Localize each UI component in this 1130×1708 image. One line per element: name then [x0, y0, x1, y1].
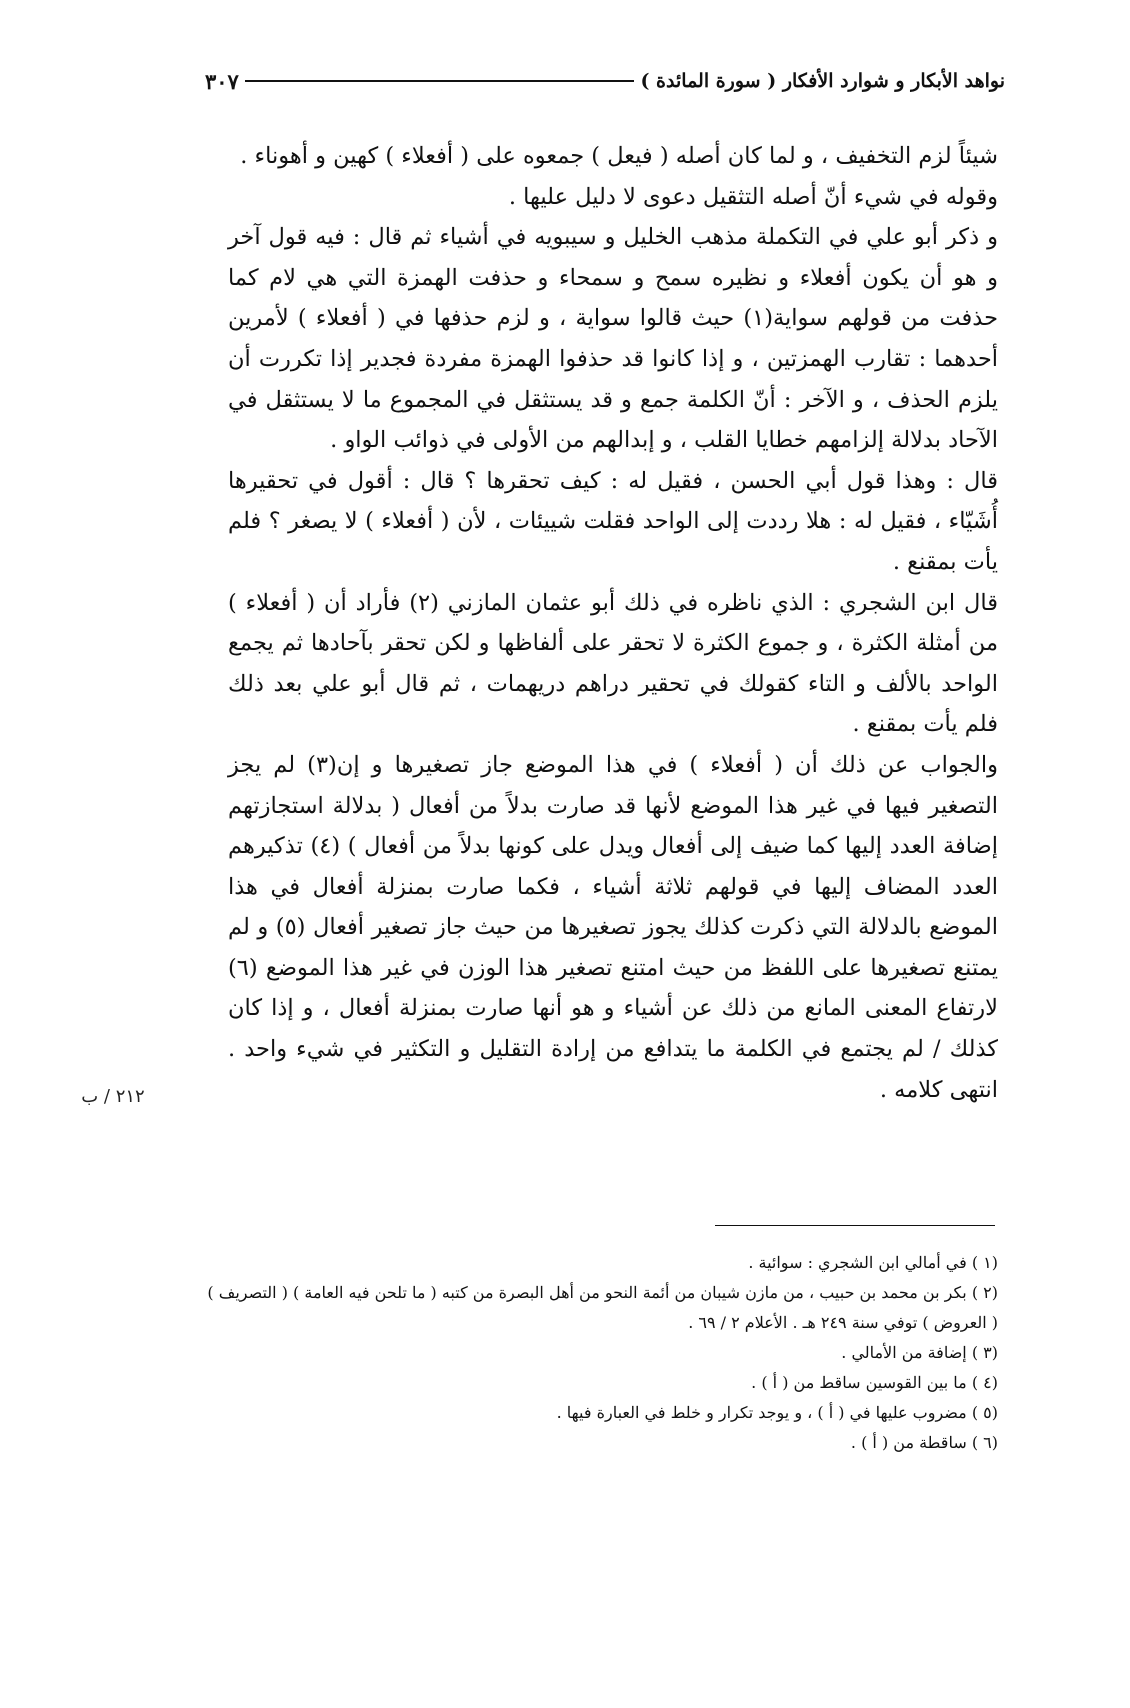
footnote: (٣ ) إضافة من الأمالي .: [841, 1343, 998, 1362]
main-text: [228, 136, 998, 1110]
paragraph: قال ابن الشجري : الذي ناظره في ذلك أبو عثمان المازني (٢) فأراد أن ( أفعلاء ) من أمثلة الكثرة ، و جموع الكثرة لا تحقر على ألفاظها و لكن تحقر بآحادها ثم يجمع الواحد بالألف و التاء كقولك في تحقير دراهم دريهمات ، ثم قال أبو علي بعد ذلك فلم يأت بمقنع .: [228, 589, 999, 738]
paragraph: والجواب عن ذلك أن ( أفعلاء ) في هذا الموضع جاز تصغيرها و إن(٣) لم يجز التصغير فيها في غير هذا الموضع لأنها قد صارت بدلاً من أفعال ( بدلالة استجازتهم إضافة العدد إليها كما ضيف إلى أفعال ويدل على كونها بدلاً من أفعال ) (٤) تذكيرهم العدد المضاف إليها في قولهم ثلاثة أشياء ، فكما صارت بمنزلة أفعال في هذا الموضع بالدلالة التي ذكرت كذلك يجوز تصغيرها من حيث جاز تصغير أفعال (٥) و لم يمتنع تصغيرها على اللفظ من حيث امتنع تصغير هذا الوزن في غير هذا الموضع (٦) لارتفاع المعنى المانع من ذلك عن أشياء و هو أنها صارت بمنزلة أفعال ، و إذا كان كذلك / لم يجتمع في الكلمة ما يتدافع من إرادة التقليل و التكثير في شيء واحد . انتهى كلامه .: [228, 751, 999, 1103]
footnotes: [200, 1248, 998, 1458]
footnote: (٦ ) ساقطة من ( أ ) .: [850, 1433, 998, 1452]
footnote: (٢ ) بكر بن محمد بن حبيب ، من مازن شيبان من أئمة النحو من أهل البصرة من كتبه ( ما تلحن فيه العامة ) ( التصريف ) ( العروض ) توفي سنة ٢٤٩ هـ . الأعلام ٢ / ٦٩ .: [207, 1283, 998, 1332]
header-rule: [245, 80, 635, 82]
paragraph: شيئاً لزم التخفيف ، و لما كان أصله ( فيعل ) جمعوه على ( أفعلاء ) كهين و أهوناء .: [240, 143, 998, 169]
page-header: [205, 64, 1005, 98]
page-number: ٣٠٧: [205, 68, 239, 94]
footnote-separator: [715, 1225, 995, 1226]
manuscript-folio-note: ٢١٢ / ب: [81, 1086, 145, 1107]
footnote: (١ ) في أمالي ابن الشجري : سوائية .: [748, 1253, 998, 1272]
running-title: نواهد الأبكار و شوارد الأفكار ( سورة المائدة ): [640, 70, 1005, 92]
footnote: (٤ ) ما بين القوسين ساقط من ( أ ) .: [751, 1373, 998, 1392]
paragraph: قال : وهذا قول أبي الحسن ، فقيل له : كيف تحقرها ؟ قال : أقول في تحقيرها أُشَيّاء ، فقيل له : هلا رددت إلى الواحد فقلت شييئات ، لأن ( أفعلاء ) لا يصغر ؟ فلم يأت بمقنع .: [228, 467, 998, 575]
paragraph: وقوله في شيء أنّ أصله التثقيل دعوى لا دليل عليها .: [508, 183, 998, 210]
footnote: (٥ ) مضروب عليها في ( أ ) ، و يوجد تكرار و خلط في العبارة فيها .: [556, 1403, 998, 1422]
paragraph: و ذكر أبو علي في التكملة مذهب الخليل و سيبويه في أشياء ثم قال : فيه قول آخر و هو أن يكون أفعلاء و نظيره سمح و سمحاء و حذفت الهمزة التي هي لام كما حذفت من قولهم سواية(١) حيث قالوا سواية ، و لزم حذفها في ( أفعلاء ) لأمرين أحدهما : تقارب الهمزتين ، و إذا كانوا قد حذفوا الهمزة مفردة فجدير إذا تكررت أن يلزم الحذف ، و الآخر : أنّ الكلمة جمع و قد يستثقل في المجموع ما لا يستثقل في الآحاد بدلالة إلزامهم خطايا القلب ، و إبدالهم من الأولى في ذوائب الواو .: [228, 224, 998, 454]
